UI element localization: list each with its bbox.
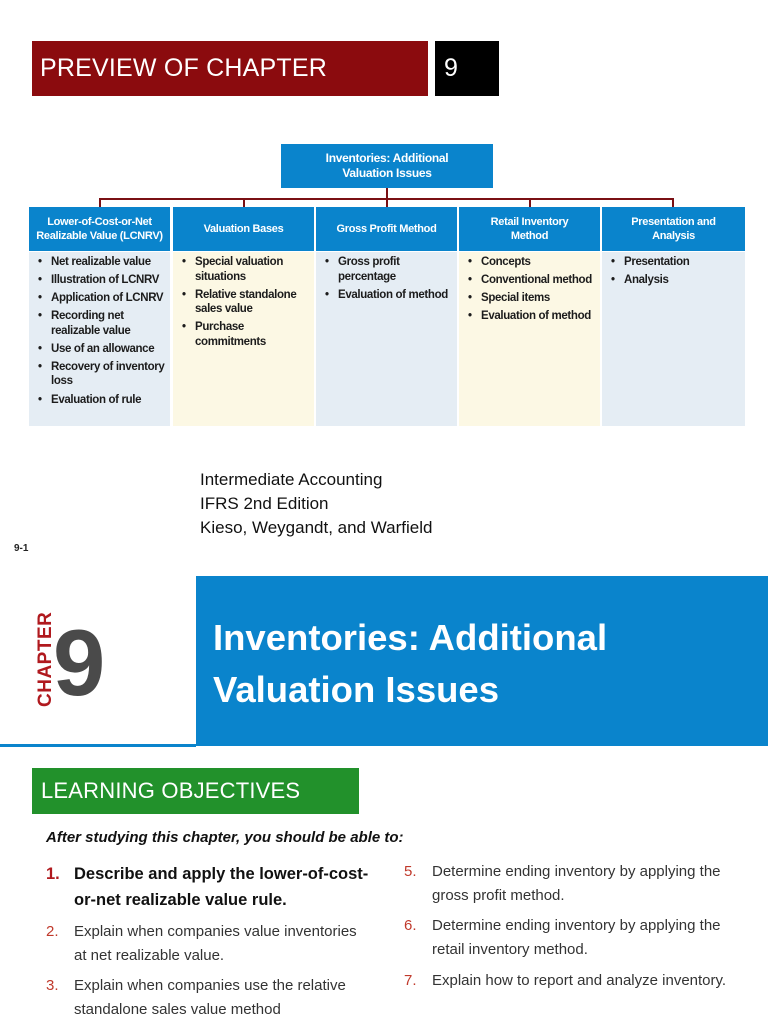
column-header-valuation-bases <box>173 207 314 251</box>
column-header-label: Gross Profit Method <box>336 223 437 235</box>
column-header-lcnrv <box>29 207 170 251</box>
column-header-label: Valuation Bases <box>203 223 284 235</box>
chart-root-label: Inventories: Additional Valuation Issues <box>325 151 449 180</box>
column-body-gross-profit <box>316 252 457 426</box>
connector-col-3 <box>386 198 388 207</box>
learning-objectives-intro: After studying this chapter, you should be able to: <box>46 829 404 846</box>
objective-text: Explain when companies use the relative standalone sales value method <box>74 977 346 1018</box>
objective-number: 3. <box>46 977 59 994</box>
list-item: • Use of an allowance <box>37 342 166 357</box>
list-item: • Relative standalone sales value <box>181 288 310 317</box>
connector-col-1 <box>99 198 101 207</box>
objective-number: 1. <box>46 865 60 883</box>
list-item: • Analysis <box>610 273 741 288</box>
learning-objective-3 <box>46 974 376 1022</box>
list-item: • Conventional method <box>467 273 596 288</box>
book-title: Intermediate Accounting <box>200 470 383 489</box>
objective-text: Determine ending inventory by applying the retail inventory method. <box>432 917 721 958</box>
divider <box>0 744 196 747</box>
list-item: • Gross profit percentage <box>324 255 453 284</box>
learning-objective-5 <box>404 860 744 908</box>
list-item: • Purchase commitments <box>181 320 310 349</box>
column-header-label: Lower-of-Cost-or-Net Realizable Value (LCNRV) <box>36 216 163 242</box>
preview-chapter-number: 9 <box>444 54 458 82</box>
learning-objective-6 <box>404 914 744 962</box>
list-item: • Recording net realizable value <box>37 309 166 338</box>
column-header-label: Retail Inventory Method <box>490 216 569 242</box>
learning-objective-7 <box>404 969 744 993</box>
list-item: • Illustration of LCNRV <box>37 273 166 288</box>
book-edition: IFRS 2nd Edition <box>200 494 329 513</box>
objective-text: Determine ending inventory by applying the gross profit method. <box>432 863 721 904</box>
list-item: • Application of LCNRV <box>37 291 166 306</box>
chapter-vertical-label: CHAPTER <box>35 611 56 707</box>
slide-number: 9-1 <box>14 543 29 554</box>
preview-chapter-number-box <box>435 41 499 96</box>
learning-objective-2 <box>46 920 366 968</box>
objective-text: Explain how to report and analyze inventory. <box>432 972 727 989</box>
column-body-valuation-bases <box>173 252 314 426</box>
list-item: • Presentation <box>610 255 741 270</box>
column-header-label: Presentation and Analysis <box>631 216 716 242</box>
objective-number: 7. <box>404 972 417 989</box>
column-header-retail-inventory <box>459 207 600 251</box>
connector-col-2 <box>243 198 245 207</box>
column-header-gross-profit <box>316 207 457 251</box>
list-item: • Evaluation of rule <box>37 393 166 408</box>
list-item: • Net realizable value <box>37 255 166 270</box>
connector-col-4 <box>529 198 531 207</box>
list-item: • Recovery of inventory loss <box>37 360 166 389</box>
objective-text: Describe and apply the lower-of-cost-or-net realizable value rule. <box>74 865 369 909</box>
preview-title-bar <box>32 41 428 96</box>
list-item: • Concepts <box>467 255 596 270</box>
book-reference <box>200 468 432 540</box>
connector-col-5 <box>672 198 674 207</box>
list-item: • Special valuation situations <box>181 255 310 284</box>
chapter-title-line-2: Valuation Issues <box>213 669 500 710</box>
learning-objectives-heading-bar <box>32 768 359 814</box>
column-body-presentation <box>602 252 745 426</box>
objective-number: 2. <box>46 923 59 940</box>
list-item: • Evaluation of method <box>467 309 596 324</box>
chapter-title-box <box>196 576 768 746</box>
chapter-title-line-1: Inventories: Additional <box>213 617 608 658</box>
chapter-big-number: 9 <box>53 610 102 715</box>
list-item: • Special items <box>467 291 596 306</box>
column-header-presentation <box>602 207 745 251</box>
preview-title: PREVIEW OF CHAPTER <box>40 54 327 82</box>
objective-text: Explain when companies value inventories at net realizable value. <box>74 923 357 964</box>
list-item: • Evaluation of method <box>324 288 453 303</box>
chart-root-box <box>281 144 493 188</box>
learning-objective-1 <box>46 861 376 913</box>
objective-number: 5. <box>404 863 417 880</box>
column-body-retail-inventory <box>459 252 600 426</box>
learning-objectives-heading: LEARNING OBJECTIVES <box>41 778 301 803</box>
objective-number: 6. <box>404 917 417 934</box>
column-body-lcnrv <box>29 252 170 426</box>
book-authors: Kieso, Weygandt, and Warfield <box>200 518 433 537</box>
